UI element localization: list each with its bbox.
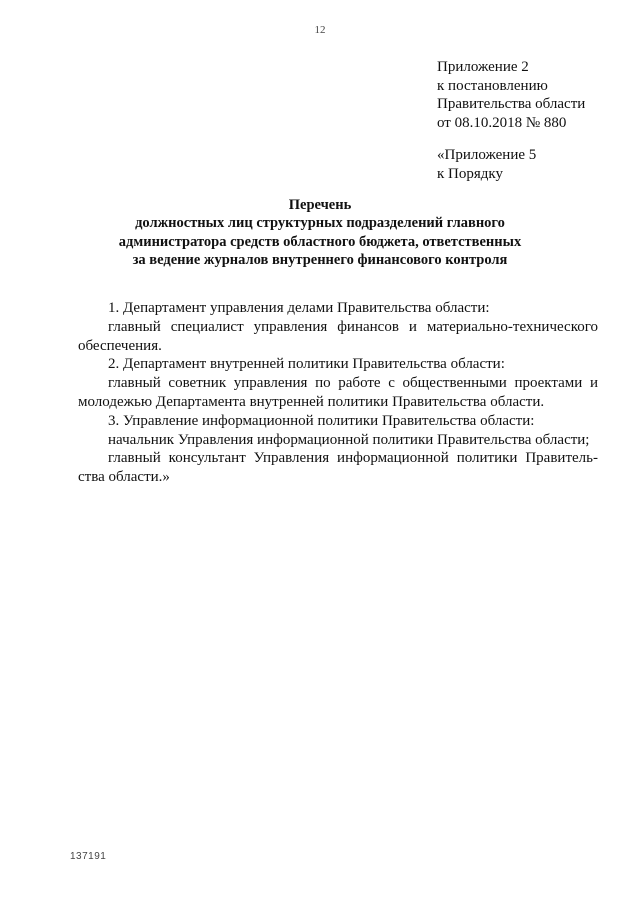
page-number: 12	[314, 24, 326, 36]
title-line: администратора средств областного бюджета, ответственных	[118, 233, 522, 250]
item-header: 1. Департамент управления делами Правительства области:	[108, 300, 490, 316]
item-position: главный советник управления по работе с общественными проектами и молодежью Департамента внутренней политики Правительства области.	[78, 375, 598, 410]
appendix-ref-line: к Порядку	[437, 165, 503, 182]
appendix-ref-line: «Приложение 5	[437, 147, 537, 163]
appendix-header	[437, 58, 627, 132]
document-body	[78, 299, 598, 487]
item-position: начальник Управления информационной политики Правительства области;	[108, 431, 590, 448]
appendix-line: Приложение 2	[437, 59, 529, 75]
item-position: главный специалист управления финансов и материально-технического обеспечения.	[78, 318, 598, 354]
document-code: 137191	[70, 851, 107, 862]
appendix-line: от 08.10.2018 № 880	[437, 114, 567, 131]
document-title	[60, 196, 580, 269]
title-line: должностных лиц структурных подразделений главного	[135, 215, 505, 232]
item-header: 3. Управление информационной политики Правительства области:	[108, 412, 535, 429]
title-line: за ведение журналов внутреннего финансового контроля	[132, 251, 508, 268]
appendix-line: Правительства области	[437, 96, 586, 112]
item-header: 2. Департамент внутренней политики Правительства области:	[108, 356, 505, 373]
item-position: главный консультант Управления информационной политики Правитель-ства области.»	[78, 450, 598, 486]
title-heading: Перечень	[288, 197, 352, 213]
appendix-reference	[437, 146, 627, 183]
appendix-line: к постановлению	[437, 77, 548, 94]
